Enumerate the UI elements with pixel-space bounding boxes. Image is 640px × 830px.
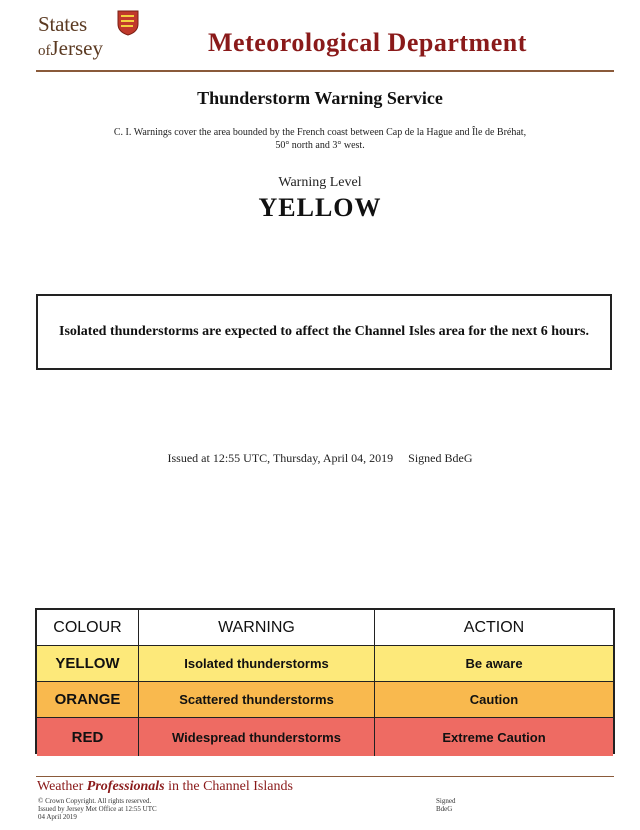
legend-colour-cell: YELLOW xyxy=(37,646,139,681)
coverage-line-1: C. I. Warnings cover the area bounded by the French coast between Cap de la Hague and Île de Bréhat, xyxy=(113,127,527,138)
states-of-jersey-logo xyxy=(38,10,148,65)
warning-legend-table xyxy=(35,608,615,754)
footer-copyright: © Crown Copyright. All rights reserved. xyxy=(38,797,152,805)
footer-date: 04 April 2019 xyxy=(38,813,77,821)
footer-tagline-post: in the Channel Islands xyxy=(164,779,293,794)
legend-action-cell: Extreme Caution xyxy=(375,718,613,756)
footer-tagline xyxy=(37,779,293,795)
logo-text-states: States xyxy=(38,12,87,36)
legend-row-red xyxy=(37,718,613,756)
legend-header-action: ACTION xyxy=(375,610,613,645)
footer-issued-by: Issued by Jersey Met Office at 12:55 UTC xyxy=(38,805,157,813)
service-title: Thunderstorm Warning Service xyxy=(197,88,443,108)
legend-row-yellow xyxy=(37,646,613,682)
coverage-note xyxy=(40,126,600,152)
legend-row-orange xyxy=(37,682,613,718)
footer-tagline-emphasis: Professionals xyxy=(86,779,165,794)
footer-tagline-pre: Weather xyxy=(37,779,87,794)
footer-signed-label: Signed xyxy=(436,797,456,805)
legend-header-row xyxy=(37,610,613,646)
legend-colour-cell: RED xyxy=(37,718,139,756)
legend-warning-cell: Widespread thunderstorms xyxy=(139,718,375,756)
header-divider xyxy=(36,70,614,72)
logo-text-jersey xyxy=(38,36,103,61)
warning-message-box xyxy=(36,294,612,370)
legend-action-cell: Be aware xyxy=(375,646,613,681)
coverage-line-2: 50° north and 3° west. xyxy=(275,140,365,151)
warning-level-label: Warning Level xyxy=(278,175,362,190)
legend-header-warning: WARNING xyxy=(139,610,375,645)
legend-warning-cell: Scattered thunderstorms xyxy=(139,682,375,717)
footer-signature-block xyxy=(436,797,455,813)
logo-text-jersey-word: Jersey xyxy=(50,36,103,60)
footer-signed-by: BdeG xyxy=(436,805,453,813)
department-title: Meteorological Department xyxy=(208,28,527,57)
legend-warning-cell: Isolated thunderstorms xyxy=(139,646,375,681)
legend-colour-cell: ORANGE xyxy=(37,682,139,717)
legend-header-colour: COLOUR xyxy=(37,610,139,645)
footer-divider xyxy=(36,776,614,777)
issued-line: Issued at 12:55 UTC, Thursday, April 04, 2019 Signed BdeG xyxy=(167,451,473,465)
footer-copyright-block xyxy=(38,797,157,821)
warning-level-value: YELLOW xyxy=(258,193,382,222)
jersey-crest-icon xyxy=(117,10,139,36)
logo-text-of: of xyxy=(38,43,51,59)
warning-message-text: Isolated thunderstorms are expected to affect the Channel Isles area for the next 6 hours. xyxy=(59,324,589,339)
legend-action-cell: Caution xyxy=(375,682,613,717)
